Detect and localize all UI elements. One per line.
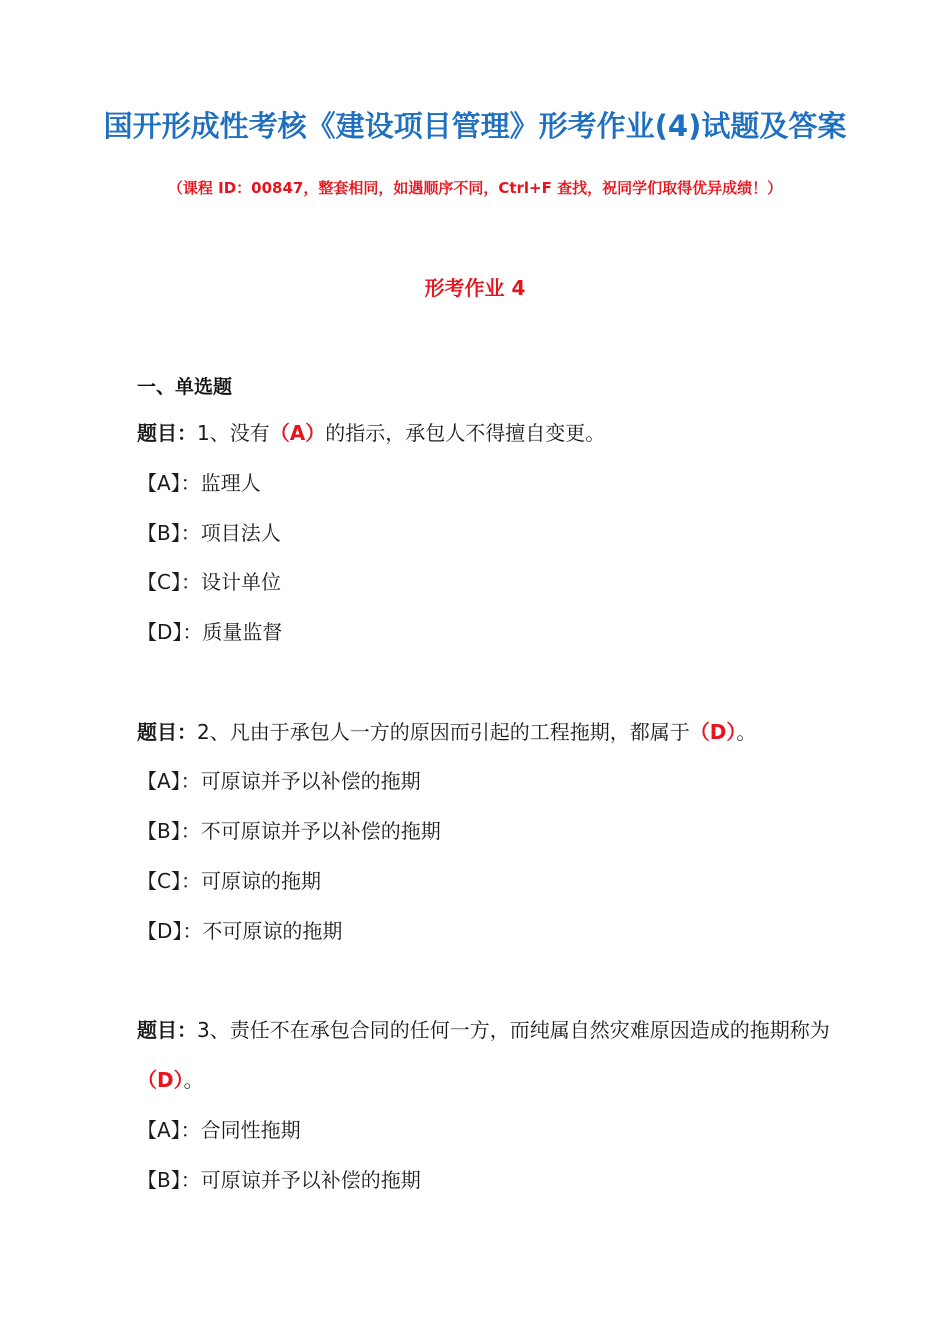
question-2 xyxy=(137,707,867,757)
document-subtitle: （课程 ID：00847，整套相同，如遇顺序不同，Ctrl+F 查找，祝同学们取得优异成绩！） xyxy=(167,179,783,197)
question-3 xyxy=(137,1005,867,1105)
option-d: 【D】：质量监督 xyxy=(137,620,283,644)
part-heading: 一、单选题 xyxy=(137,376,233,398)
option-c: 【C】：可原谅的拖期 xyxy=(137,869,321,893)
question-text-end: 。 xyxy=(183,1068,204,1092)
question-text-end: 的指示，承包人不得擅自变更。 xyxy=(325,421,606,445)
option-b: 【B】：可原谅并予以补偿的拖期 xyxy=(137,1168,421,1192)
option-a: 【A】：可原谅并予以补偿的拖期 xyxy=(137,769,421,793)
question-text: 3、责任不在承包合同的任何一方，而纯属自然灾难原因造成的拖期称为 xyxy=(197,1018,830,1042)
answer-mark: （A） xyxy=(269,421,326,445)
option-b: 【B】：项目法人 xyxy=(137,521,281,545)
question-label: 题目： xyxy=(137,421,197,445)
section-heading: 形考作业 4 xyxy=(424,276,526,300)
option-b: 【B】：不可原谅并予以补偿的拖期 xyxy=(137,819,441,843)
question-text: 2、凡由于承包人一方的原因而引起的工程拖期，都属于 xyxy=(197,720,690,744)
option-a: 【A】：监理人 xyxy=(137,471,261,495)
question-1 xyxy=(137,408,867,458)
question-text-end: 。 xyxy=(736,720,757,744)
option-c: 【C】：设计单位 xyxy=(137,570,281,594)
question-text: 1、没有 xyxy=(197,421,270,445)
answer-mark: （D） xyxy=(689,720,737,744)
option-a: 【A】：合同性拖期 xyxy=(137,1118,301,1142)
option-d: 【D】：不可原谅的拖期 xyxy=(137,919,343,943)
question-label: 题目： xyxy=(137,1018,197,1042)
answer-mark: （D） xyxy=(137,1068,184,1092)
document-title: 国开形成性考核《建设项目管理》形考作业(4)试题及答案 xyxy=(103,109,847,143)
question-label: 题目： xyxy=(137,720,197,744)
